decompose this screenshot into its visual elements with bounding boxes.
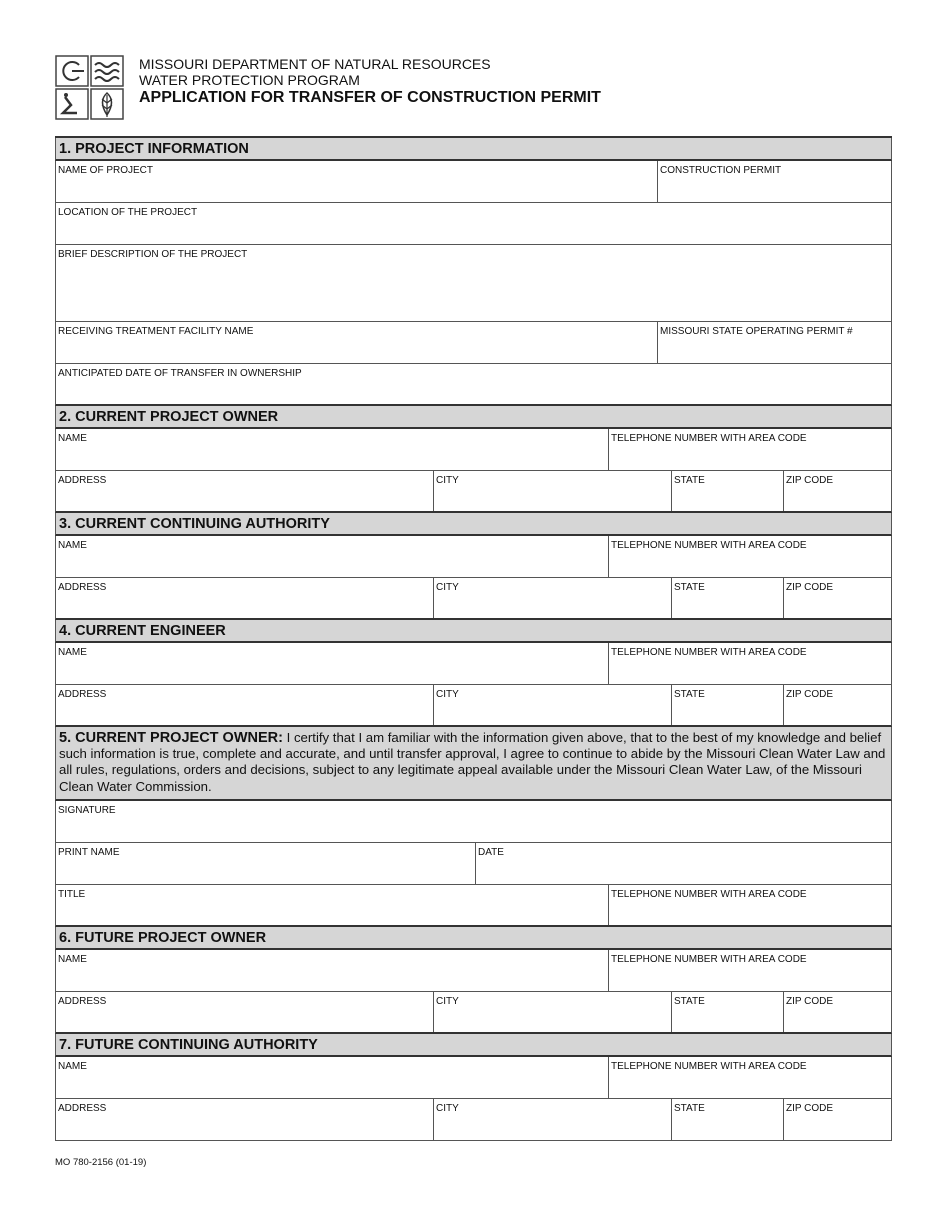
operating-permit-field[interactable]: MISSOURI STATE OPERATING PERMIT # — [657, 322, 891, 363]
authority-name-row — [55, 536, 892, 578]
section-4-heading: 4. CURRENT ENGINEER — [55, 620, 892, 643]
department-name: MISSOURI DEPARTMENT OF NATURAL RESOURCES — [139, 56, 491, 72]
authority-telephone-field[interactable]: TELEPHONE NUMBER WITH AREA CODE — [608, 536, 891, 577]
program-name: WATER PROTECTION PROGRAM — [139, 72, 360, 88]
description-row — [55, 245, 892, 322]
form-number: MO 780-2156 (01-19) — [55, 1157, 147, 1168]
owner-zip-field[interactable]: ZIP CODE — [783, 471, 891, 511]
authority-address-field[interactable]: ADDRESS — [58, 582, 107, 593]
future-owner-address-field[interactable]: ADDRESS — [58, 996, 107, 1007]
print-name-row — [55, 843, 892, 885]
future-authority-name-row — [55, 1057, 892, 1099]
engineer-state-field[interactable]: STATE — [671, 685, 783, 725]
engineer-telephone-field[interactable]: TELEPHONE NUMBER WITH AREA CODE — [608, 643, 891, 684]
certification-statement — [55, 727, 892, 801]
authority-city-field[interactable]: CITY — [433, 578, 671, 618]
date-field[interactable]: DATE — [475, 843, 891, 884]
owner-address-row — [55, 471, 892, 513]
owner-state-field[interactable]: STATE — [671, 471, 783, 511]
facility-row — [55, 322, 892, 364]
project-name-row — [55, 161, 892, 203]
future-owner-name-field[interactable]: NAME — [58, 954, 87, 965]
owner-name-field[interactable]: NAME — [58, 433, 87, 444]
dnr-logo-icon — [55, 55, 125, 121]
certification-text: I certify that I am familiar with the information given above, that to the best of my knowledge and belief such information is true, complete and accurate, and until transfer approval, I agree to continue to abide by the Missouri Clean Water Law and all rules, regulations, orders and decisions, subject to any legitimate appeal available under the Missouri Clean Water Law, of the Missouri Clean Water Commission. — [59, 730, 886, 794]
section-7-heading: 7. FUTURE CONTINUING AUTHORITY — [55, 1034, 892, 1057]
engineer-name-row — [55, 643, 892, 685]
future-owner-name-row — [55, 950, 892, 992]
section-1-heading: 1. PROJECT INFORMATION — [55, 138, 892, 161]
title-row — [55, 885, 892, 927]
authority-state-field[interactable]: STATE — [671, 578, 783, 618]
engineer-zip-field[interactable]: ZIP CODE — [783, 685, 891, 725]
section-2-heading: 2. CURRENT PROJECT OWNER — [55, 406, 892, 429]
future-owner-address-row — [55, 992, 892, 1034]
signature-field[interactable]: SIGNATURE — [58, 805, 116, 816]
transfer-date-row — [55, 364, 892, 406]
future-authority-telephone-field[interactable]: TELEPHONE NUMBER WITH AREA CODE — [608, 1057, 891, 1098]
application-form — [55, 136, 892, 1141]
future-owner-state-field[interactable]: STATE — [671, 992, 783, 1032]
engineer-address-field[interactable]: ADDRESS — [58, 689, 107, 700]
facility-name-field[interactable]: RECEIVING TREATMENT FACILITY NAME — [58, 326, 254, 337]
construction-permit-field[interactable]: CONSTRUCTION PERMIT — [657, 161, 891, 202]
authority-name-field[interactable]: NAME — [58, 540, 87, 551]
future-owner-telephone-field[interactable]: TELEPHONE NUMBER WITH AREA CODE — [608, 950, 891, 991]
future-owner-city-field[interactable]: CITY — [433, 992, 671, 1032]
engineer-city-field[interactable]: CITY — [433, 685, 671, 725]
future-authority-address-field[interactable]: ADDRESS — [58, 1103, 107, 1114]
owner-address-field[interactable]: ADDRESS — [58, 475, 107, 486]
authority-zip-field[interactable]: ZIP CODE — [783, 578, 891, 618]
authority-address-row — [55, 578, 892, 620]
future-authority-zip-field[interactable]: ZIP CODE — [783, 1099, 891, 1140]
name-of-project-field[interactable]: NAME OF PROJECT — [58, 165, 154, 176]
section-6-heading: 6. FUTURE PROJECT OWNER — [55, 927, 892, 950]
engineer-name-field[interactable]: NAME — [58, 647, 87, 658]
section-5-heading: 5. CURRENT PROJECT OWNER: — [59, 730, 283, 746]
future-authority-address-row — [55, 1099, 892, 1141]
location-row — [55, 203, 892, 245]
title-field[interactable]: TITLE — [58, 889, 86, 900]
location-field[interactable]: LOCATION OF THE PROJECT — [58, 207, 198, 218]
future-authority-city-field[interactable]: CITY — [433, 1099, 671, 1140]
future-owner-zip-field[interactable]: ZIP CODE — [783, 992, 891, 1032]
transfer-date-field[interactable]: ANTICIPATED DATE OF TRANSFER IN OWNERSHIP — [58, 368, 302, 379]
owner-telephone-field[interactable]: TELEPHONE NUMBER WITH AREA CODE — [608, 429, 891, 470]
description-field[interactable]: BRIEF DESCRIPTION OF THE PROJECT — [58, 249, 248, 260]
form-title: APPLICATION FOR TRANSFER OF CONSTRUCTION PERMIT — [139, 89, 601, 106]
print-name-field[interactable]: PRINT NAME — [58, 847, 120, 858]
future-authority-state-field[interactable]: STATE — [671, 1099, 783, 1140]
owner-city-field[interactable]: CITY — [433, 471, 671, 511]
signature-row — [55, 801, 892, 843]
form-header — [139, 56, 601, 108]
section-3-heading: 3. CURRENT CONTINUING AUTHORITY — [55, 513, 892, 536]
owner-name-row — [55, 429, 892, 471]
future-authority-name-field[interactable]: NAME — [58, 1061, 87, 1072]
certifier-telephone-field[interactable]: TELEPHONE NUMBER WITH AREA CODE — [608, 885, 891, 925]
engineer-address-row — [55, 685, 892, 727]
